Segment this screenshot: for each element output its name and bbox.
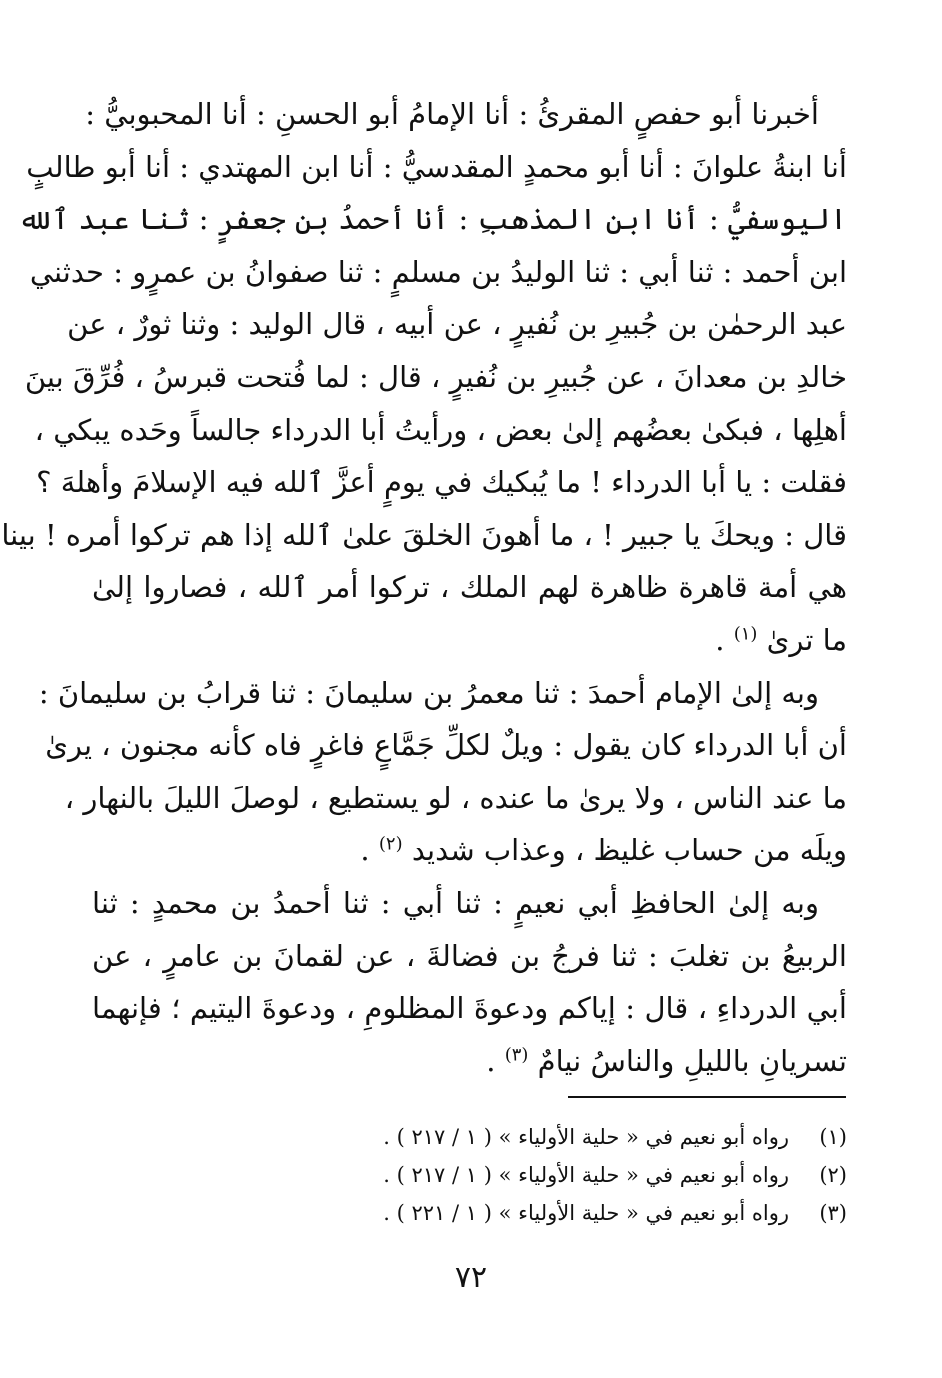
- text-line: [38, 667, 847, 720]
- footnote-text: رواه أبو نعيم في « حلية الأولياء » ( ١ / ٢٢١ ) .: [383, 1201, 789, 1225]
- footnotes-section: [92, 1118, 847, 1232]
- text-line: [1, 509, 847, 562]
- line-text: تسريانِ بالليلِ والناسُ نيامٌ: [537, 1043, 847, 1078]
- text-line: [26, 141, 847, 194]
- line-text: خالدِ بن معدانَ ، عن جُبيرِ بن نُفيرٍ ، قال : لما فُتحت قبرسُ ، فُرِّقَ بينَ: [24, 359, 847, 394]
- footnote: [92, 1194, 847, 1232]
- text-line: [92, 561, 847, 614]
- text-line: [67, 298, 847, 351]
- line-text: اليوسفيُّ : أنا ابن المذهبِ : أنا أحمدُ بن جعفرٍ : ثنا عبد ٱلله: [18, 202, 847, 237]
- footnote-number: (١): [819, 1125, 847, 1149]
- line-text: وبه إلىٰ الحافظِ أبي نعيمٍ : ثنا أبي : ثنا أحمدُ بن محمدٍ : ثنا: [92, 885, 819, 920]
- text-line: [45, 719, 847, 772]
- line-text: أنا ابنةُ علوانَ : أنا أبو محمدٍ المقدسيُّ : أنا ابن المهتدي : أنا أبو طالبٍ: [26, 149, 847, 184]
- text-line: [92, 824, 847, 877]
- text-line: [92, 982, 847, 1035]
- line-tail: .: [360, 833, 379, 868]
- text-line: [92, 1035, 847, 1088]
- text-line: [34, 404, 847, 457]
- line-text: الربيعُ بن تغلبَ : ثنا فرجُ بن فضالةَ ، عن لقمانَ بن عامرٍ ، عن: [92, 938, 847, 973]
- line-text: ويلَه من حساب غليظ ، وعذاب شديد: [411, 833, 847, 868]
- footnote-reference[interactable]: (٢): [378, 833, 403, 855]
- text-line: [92, 877, 847, 930]
- line-text: أخبرنا أبو حفصٍ المقرئُ : أنا الإمامُ أبو الحسنِ : أنا المحبوبيُّ :: [85, 97, 819, 131]
- line-text: ابن أحمد : ثنا أبي : ثنا الوليدُ بن مسلمٍ : ثنا صفوانُ بن عمرٍو : حدثني: [29, 254, 847, 289]
- text-line: [29, 246, 847, 299]
- text-line: [85, 88, 847, 141]
- footnote-number: (٢): [819, 1163, 847, 1187]
- footnote: [92, 1156, 847, 1194]
- text-line: [18, 193, 847, 246]
- line-text: ما ترىٰ: [766, 622, 847, 657]
- line-text: فقلت : يا أبا الدرداء ! ما يُبكيك في يومٍ أعزَّ ٱلله فيه الإسلامَ وأهلهَ ؟: [36, 465, 847, 500]
- text-line: [36, 456, 847, 509]
- footnote-number: (٣): [819, 1201, 847, 1225]
- footnote-reference[interactable]: (٣): [504, 1044, 529, 1066]
- footnote-text: رواه أبو نعيم في « حلية الأولياء » ( ١ / ٢١٧ ) .: [383, 1125, 789, 1149]
- line-tail: .: [486, 1043, 505, 1078]
- line-text: ما عند الناس ، ولا يرىٰ ما عنده ، لو يستطيع ، لوصلَ الليلَ بالنهار ،: [64, 780, 847, 815]
- line-text: أهلِها ، فبكىٰ بعضُهم إلىٰ بعض ، ورأيتُ أبا الدرداء جالساً وحَده يبكي ،: [34, 412, 847, 447]
- text-line: [92, 614, 847, 667]
- line-text: أبي الدرداءِ ، قال : إياكم ودعوةَ المظلومِ ، ودعوةَ اليتيم ؛ فإنهما: [92, 991, 847, 1026]
- footnote-text: رواه أبو نعيم في « حلية الأولياء » ( ١ / ٢١٧ ) .: [383, 1163, 789, 1187]
- line-text: وبه إلىٰ الإمام أحمدَ : ثنا معمرُ بن سليمانَ : ثنا قرابُ بن سليمانَ :: [38, 675, 819, 710]
- line-text: أن أبا الدرداء كان يقول : ويلٌ لكلِّ جَمَّاعٍ فاغرٍ فاه كأنه مجنون ، يرىٰ: [45, 728, 847, 763]
- line-text: قال : ويحكَ يا جبير ! ، ما أهونَ الخلقَ علىٰ ٱلله إذا هم تركوا أمره ! بينا: [1, 517, 847, 552]
- text-line: [64, 772, 847, 825]
- text-line: [24, 351, 847, 404]
- footnote-separator: [568, 1096, 846, 1098]
- text-line: [92, 930, 847, 983]
- main-text-body: [1, 88, 847, 1087]
- line-tail: .: [715, 622, 734, 657]
- page-number: ٧٢: [454, 1260, 488, 1295]
- footnote-reference[interactable]: (١): [733, 623, 758, 645]
- line-text: عبد الرحمٰن بن جُبيرِ بن نُفيرٍ ، عن أبيه ، قال الوليد : وثنا ثورٌ ، عن: [67, 307, 847, 342]
- line-text: هي أمة قاهرة ظاهرة لهم الملك ، تركوا أمر ٱلله ، فصاروا إلىٰ: [92, 570, 847, 605]
- footnote: [92, 1118, 847, 1156]
